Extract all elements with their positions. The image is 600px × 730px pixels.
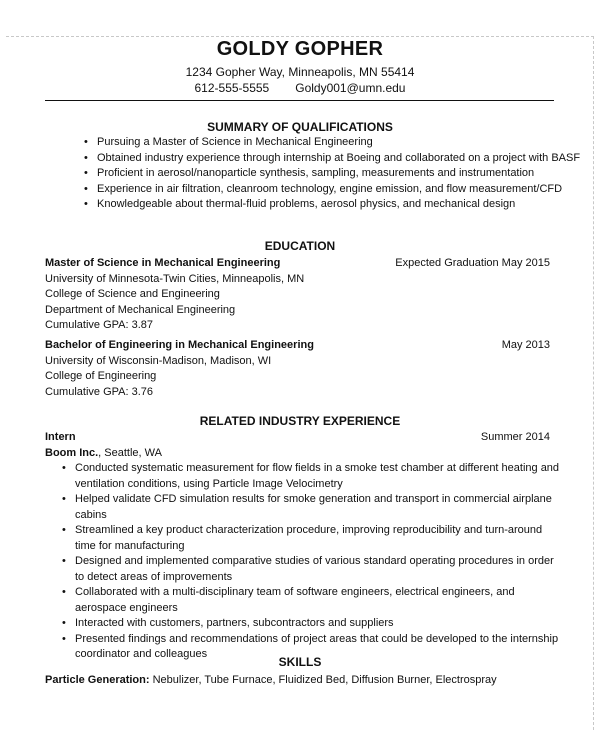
list-item: • Helped validate CFD simulation results for smoke generation and transport in commercial airplane cabins	[61, 492, 561, 523]
degree-row	[45, 256, 550, 272]
list-item: • Knowledgeable about thermal-fluid problems, aerosol physics, and mechanical design	[83, 197, 583, 213]
list-item: • Proficient in aerosol/nanoparticle synthesis, sampling, measurements and instrumentation	[83, 166, 583, 182]
education-line: Cumulative GPA: 3.76	[45, 385, 154, 398]
job-row	[45, 430, 550, 446]
degree-title: Bachelor of Engineering in Mechanical Engineering	[45, 339, 314, 351]
list-item: • Designed and implemented comparative studies of various standard operating procedures in order to detect areas of improvements	[61, 554, 561, 585]
email: Goldy001@umn.edu	[295, 81, 406, 95]
list-item: • Conducted systematic measurement for flow fields in a smoke test chamber at different heating and ventilation conditions, using Particle Image Velocimetry	[61, 461, 561, 492]
education-entry-bachelors	[45, 338, 550, 400]
company-row	[45, 446, 550, 462]
experience-heading: RELATED INDUSTRY EXPERIENCE	[199, 414, 401, 428]
list-item: • Obtained industry experience through internship at Boeing and collaborated on a project with BASF	[83, 151, 583, 167]
header-divider	[45, 100, 554, 101]
list-item: • Experience in air filtration, cleanroom technology, engine emission, and flow measurement/CFD	[83, 182, 583, 198]
experience-list	[61, 461, 561, 663]
job-date: Summer 2014	[480, 431, 550, 443]
education-heading: EDUCATION	[264, 239, 336, 253]
experience-entry	[45, 430, 550, 461]
education-entry-masters	[45, 256, 550, 334]
skills-line	[45, 674, 497, 686]
education-line: Cumulative GPA: 3.87	[45, 319, 154, 331]
summary-heading: SUMMARY OF QUALIFICATIONS	[207, 120, 393, 134]
list-item: • Interacted with customers, partners, subcontractors and suppliers	[61, 616, 561, 632]
contact-line	[0, 81, 600, 95]
address: 1234 Gopher Way, Minneapolis, MN 55414	[185, 65, 415, 79]
list-item: • Pursuing a Master of Science in Mechanical Engineering	[83, 135, 583, 151]
skills-heading: SKILLS	[278, 655, 322, 669]
phone: 612-555-5555	[194, 81, 270, 95]
list-item: • Streamlined a key product characterization procedure, improving reproducibility and turn-around time for manufacturing	[61, 523, 561, 554]
list-item: • Presented findings and recommendations of project areas that could be developed to the internship coordinator and colleagues	[61, 632, 561, 663]
summary-list	[83, 135, 583, 213]
degree-date: May 2013	[501, 339, 550, 351]
company-location: , Seattle, WA	[98, 446, 162, 459]
candidate-name: GOLDY GOPHER	[216, 38, 384, 60]
skills-label: Particle Generation:	[45, 674, 150, 686]
page-top-border	[6, 36, 594, 37]
education-line: University of Minnesota-Twin Cities, Minneapolis, MN	[45, 272, 305, 285]
education-line: College of Science and Engineering	[45, 288, 220, 300]
education-line: University of Wisconsin-Madison, Madison, WI	[45, 354, 272, 367]
education-line: College of Engineering	[45, 370, 157, 382]
job-title: Intern	[45, 431, 76, 443]
degree-row	[45, 338, 550, 354]
degree-title: Master of Science in Mechanical Engineering	[45, 257, 281, 269]
list-item: • Collaborated with a multi-disciplinary team of software engineers, electrical engineers, and aerospace engineers	[61, 585, 561, 616]
page-right-border	[593, 36, 594, 730]
skills-value: Nebulizer, Tube Furnace, Fluidized Bed, Diffusion Burner, Electrospray	[149, 674, 497, 686]
company-name: Boom Inc.	[45, 446, 99, 459]
degree-date: Expected Graduation May 2015	[395, 257, 550, 269]
education-line: Department of Mechanical Engineering	[45, 303, 236, 316]
